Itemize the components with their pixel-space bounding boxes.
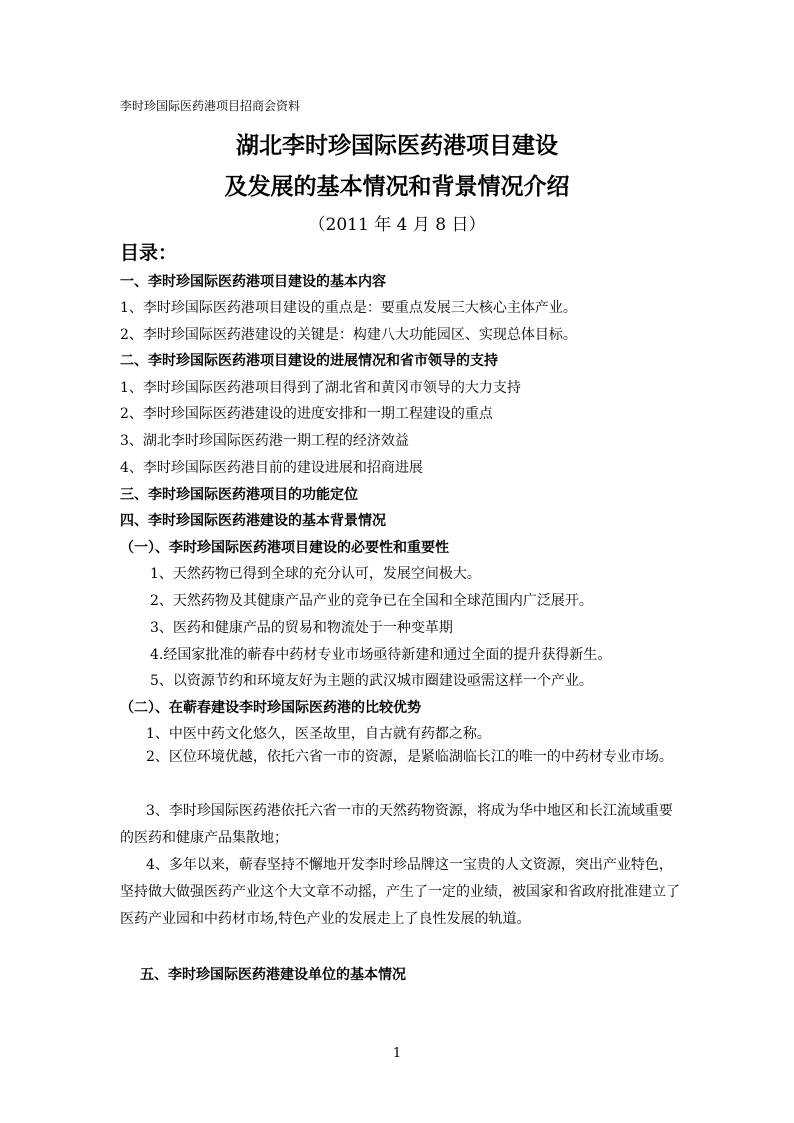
subsection-4-2-item-1: 1、中医中药文化悠久，医圣故里，自古就有药都之称。 xyxy=(146,726,491,742)
document-date: （2011 年 4 月 8 日） xyxy=(308,215,486,235)
subsection-4-1-item-5: 5、以资源节约和环境友好为主题的武汉城市圈建设亟需这样一个产业。 xyxy=(150,673,593,689)
section-4-heading: 四、李时珍国际医药港建设的基本背景情况 xyxy=(120,513,386,529)
document-title-line-2: 及发展的基本情况和背景情况介绍 xyxy=(224,173,570,200)
subsection-4-1-heading: （一）、李时珍国际医药港项目建设的必要性和重要性 xyxy=(120,540,449,556)
subsection-4-2-heading: （二）、在蕲春建设李时珍国际医药港的比较优势 xyxy=(120,700,421,716)
section-2-heading: 二、李时珍国际医药港项目建设的进展情况和省市领导的支持 xyxy=(120,353,498,369)
section-2-item-2: 2、李时珍国际医药港建设的进度安排和一期工程建设的重点 xyxy=(120,406,493,422)
header-note: 李时珍国际医药港项目招商会资料 xyxy=(120,99,301,113)
toc-title: 目录： xyxy=(120,242,178,264)
subsection-4-1-item-2: 2、天然药物及其健康产品产业的竞争已在全国和全球范围内广泛展开。 xyxy=(150,593,593,609)
page-number: 1 xyxy=(392,1046,402,1061)
subsection-4-2-item-3: 3、李时珍国际医药港依托六省一市的天然药物资源，将成为华中地区和长江流域重要的医药和健康产品集散地； xyxy=(120,803,673,846)
subsection-4-2-item-4: 4、多年以来，蕲春坚持不懈地开发李时珍品牌这一宝贵的人文资源，突出产业特色，坚持做大做强医药产业这个大文章不动摇，产生了一定的业绩，被国家和省政府批准建立了医药产业园和中药材市场,特色产业的发展走上了良性发展的轨道。 xyxy=(120,857,680,927)
section-2-item-3: 3、湖北李时珍国际医药港一期工程的经济效益 xyxy=(120,433,409,449)
section-3-heading: 三、李时珍国际医药港项目的功能定位 xyxy=(120,487,358,503)
subsection-4-1-item-4: 4.经国家批准的蕲春中药材专业市场亟待新建和通过全面的提升获得新生。 xyxy=(150,647,612,663)
document-title-line-1: 湖北李时珍国际医药港项目建设 xyxy=(236,132,558,159)
section-1-item-1: 1、李时珍国际医药港项目建设的重点是：要重点发展三大核心主体产业。 xyxy=(120,300,577,316)
section-2-item-1: 1、李时珍国际医药港项目得到了湖北省和黄冈市领导的大力支持 xyxy=(120,380,521,396)
subsection-4-2-item-2: 2、区位环境优越，依托六省一市的资源，是紧临湖临长江的唯一的中药材专业市场。 xyxy=(146,749,673,765)
section-5-heading: 五、李时珍国际医药港建设单位的基本情况 xyxy=(140,967,406,983)
subsection-4-1-item-3: 3、医药和健康产品的贸易和物流处于一种变革期 xyxy=(150,620,453,636)
section-1-heading: 一、李时珍国际医药港项目建设的基本内容 xyxy=(120,274,386,290)
subsection-4-1-item-1: 1、天然药物已得到全球的充分认可，发展空间极大。 xyxy=(150,566,481,582)
section-2-item-4: 4、李时珍国际医药港目前的建设进展和招商进展 xyxy=(120,460,423,476)
section-1-item-2: 2、李时珍国际医药港建设的关键是：构建八大功能园区、实现总体目标。 xyxy=(120,327,577,343)
